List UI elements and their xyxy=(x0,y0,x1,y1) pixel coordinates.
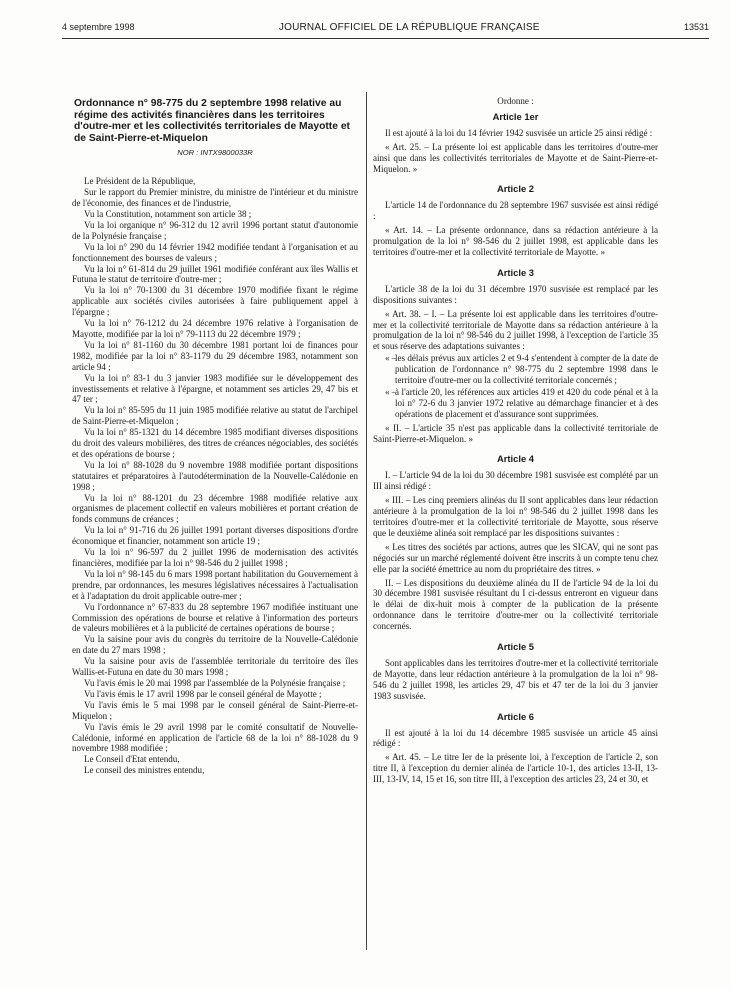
header-date: 4 septembre 1998 xyxy=(62,22,135,32)
column-separator xyxy=(366,92,367,950)
visa-paragraph: Vu la loi n° 85-595 du 11 juin 1985 modifiée relative au statut de l'archipel de Saint-Pierre-et-Miquelon ; xyxy=(72,405,358,427)
left-column xyxy=(72,98,358,776)
visa-paragraph: Vu la loi n° 76-1212 du 24 décembre 1976 relative à l'organisation de Mayotte, modifiée par la loi n° 79-1113 du 22 décembre 1979 ; xyxy=(72,318,358,339)
visa-paragraph: Vu la saisine pour avis du congrès du territoire de la Nouvelle-Calédonie en date du 27 mars 1998 ; xyxy=(72,634,358,656)
visa-paragraph: Vu la loi n° 81-1160 du 30 décembre 1981 portant loi de finances pour 1982, modifiée par la loi n° 83-1179 du 29 décembre 1983, notamment son article 94 ; xyxy=(72,339,358,372)
visa-paragraph: Vu la loi n° 88-1028 du 9 novembre 1988 modifiée portant dispositions statutaires et préparatoires à l'autodétermination de la Nouvelle-Calédonie en 1998 ; xyxy=(72,459,358,492)
bullet-marker: « – xyxy=(385,386,397,397)
article-6-intro: Il est ajouté à la loi du 14 décembre 1985 susvisée un article 45 ainsi rédigé : xyxy=(373,727,658,749)
visa-paragraph: Vu l'avis émis le 29 avril 1998 par le comité consultatif de Nouvelle-Calédonie, informé en application de l'article 68 de la loi n° 88-1028 du 9 novembre 1988 modifiée ; xyxy=(72,721,358,754)
article-2-intro: L'article 14 de l'ordonnance du 28 septembre 1967 susvisée est ainsi rédigé : xyxy=(373,200,658,222)
article-4-text: « III. – Les cinq premiers alinéas du II sont applicables dans leur rédaction antérieure à la promulgation de la loi n° 98-546 du 2 juillet 1998 dans les territoires d'outre-mer et la collectivité territoriale de Mayotte, sous réserve que le deuxième alinéa soit remplacé par les dispositions suivantes : xyxy=(373,495,658,538)
visa-paragraph: Vu la loi n° 70-1300 du 31 décembre 1970 modifiée fixant le régime applicable aux sociétés civiles autorisées à faire publiquement appel à l'épargne ; xyxy=(72,285,358,318)
article-4-heading: Article 4 xyxy=(497,453,534,465)
preamble-paragraph: Sur le rapport du Premier ministre, du ministre de l'intérieur et du ministre de l'économie, des finances et de l'industrie, xyxy=(72,187,358,209)
visa-paragraph: Vu l'avis émis le 17 avril 1998 par le conseil général de Mayotte ; xyxy=(84,688,322,699)
article-5-text: Sont applicables dans les territoires d'outre-mer et la collectivité territoriale de Mayotte, dans leur rédaction antérieure à la promulgation de la loi n° 98-546 du 2 juillet 1998, les articles 29, 47 bis et 47 ter de la loi du 3 janvier 1983 susvisée. xyxy=(373,657,658,701)
visa-paragraph: Vu la loi organique n° 96-312 du 12 avril 1996 portant statut d'autonomie de la Polynésie française ; xyxy=(72,219,358,241)
ordonne-heading: Ordonne : xyxy=(497,96,534,106)
article-1-text: « Art. 25. – La présente loi est applicable dans les territoires d'outre-mer ainsi que dans les collectivités territoriales de Mayotte et de Saint-Pierre-et-Miquelon. » xyxy=(373,141,658,174)
article-6-text: « Art. 45. – Le titre Ier de la présente loi, à l'exception de l'article 2, son titre II, à l'exception du dernier alinéa de l'article 10-1, des articles 13-II, 13-III, 13-IV, 14, 15 et 16, son titre III, à l'exception des articles 23, 24 et 30, et xyxy=(373,752,658,785)
article-4-text: « Les titres des sociétés par actions, autres que les SICAV, qui ne sont pas négociés sur un marché réglementé doivent être inscrits à un compte tenu chez elle par la société émettrice au nom du propriétaire des titres. » xyxy=(373,541,658,574)
article-4-intro: I. – L'article 94 de la loi du 30 décembre 1981 susvisée est complété par un III ainsi rédigé : xyxy=(373,470,658,492)
visa-paragraph: Le conseil des ministres entendu, xyxy=(84,765,205,776)
visa-paragraph: Vu l'ordonnance n° 67-833 du 28 septembre 1967 modifiée instituant une Commission des opérations de bourse et relative à l'information des porteurs de valeurs mobilières et à la publicité de certaines opérations de bourse ; xyxy=(72,601,358,634)
visa-paragraph: Vu la loi n° 83-1 du 3 janvier 1983 modifiée sur le développement des investissements et relative à l'épargne, et notamment ses articles 29, 47 bis et 47 ter ; xyxy=(72,372,358,405)
nor-reference: NOR : INTX9800033R xyxy=(177,148,253,158)
article-5-heading: Article 5 xyxy=(497,641,534,653)
visa-paragraph: Vu la loi n° 88-1201 du 23 décembre 1988 modifiée relative aux organismes de placement collectif en valeurs mobilières et portant création de fonds communs de créances ; xyxy=(72,492,358,525)
article-6-heading: Article 6 xyxy=(497,710,534,722)
right-column xyxy=(373,96,658,785)
preamble-paragraph: Le Président de la République, xyxy=(84,176,196,187)
visa-paragraph: Le Conseil d'Etat entendu, xyxy=(84,754,180,765)
visa-paragraph: Vu la loi n° 290 du 14 février 1942 modifiée tendant à l'organisation et au fonctionnement des bourses de valeurs ; xyxy=(72,241,358,263)
visa-paragraph: Vu la loi n° 96-597 du 2 juillet 1996 de modernisation des activités financières, modifiée par la loi n° 98-546 du 2 juillet 1998 ; xyxy=(72,547,358,568)
page-header xyxy=(62,20,709,34)
article-3-bullet xyxy=(373,387,658,420)
page-number: 13531 xyxy=(683,22,709,32)
journal-title: JOURNAL OFFICIEL DE LA RÉPUBLIQUE FRANÇAISE xyxy=(278,21,540,33)
bullet-marker: « – xyxy=(385,353,397,364)
article-3-text: « Art. 38. – I. – La présente loi est applicable dans les territoires d'outre-mer et la collectivité territoriale de Mayotte dans sa rédaction antérieure à la promulgation de la loi n° 98-546 du 2 juillet 1998, à l'exception de l'article 35 et sous réserve des adaptations suivantes : xyxy=(373,308,658,352)
visa-paragraph: Vu l'avis émis le 5 mai 1998 par le conseil général de Saint-Pierre-et-Miquelon ; xyxy=(72,699,358,721)
article-3-heading: Article 3 xyxy=(497,266,534,278)
article-3-text: « II. – L'article 35 n'est pas applicable dans la collectivité territoriale de Saint-Pierre-et-Miquelon. » xyxy=(373,422,658,444)
article-4-text: II. – Les dispositions du deuxième alinéa du II de l'article 94 de la loi du 30 décembre 1981 susvisée résultant du I ci-dessus entreront en vigueur dans le délai de dix-huit mois à compter de la publication de la présente ordonnance dans le territoire d'outre-mer ou la collectivité territoriale concernés. xyxy=(373,577,658,632)
visa-paragraph: Vu la saisine pour avis de l'assemblée territoriale du territoire des îles Wallis-et-Futuna en date du 30 mars 1998 ; xyxy=(72,656,358,678)
header-rule xyxy=(62,38,709,39)
visa-paragraph: Vu la Constitution, notamment son article 38 ; xyxy=(84,209,252,219)
article-1-intro: Il est ajouté à la loi du 14 février 1942 susvisée un article 25 ainsi rédigé : xyxy=(385,127,653,138)
article-1-heading: Article 1er xyxy=(492,110,539,122)
article-3-bullet xyxy=(373,353,658,386)
bullet-text: à l'article 20, les références aux articles 419 et 420 du code pénal et à la loi n° 72-6 du 3 janvier 1972 relative au démarchage financier et à des opérations de placement et d'assurance sont supprimées. xyxy=(395,386,658,419)
visa-paragraph: Vu l'avis émis le 20 mai 1998 par l'assemblée de la Polynésie française ; xyxy=(84,677,346,688)
article-3-intro: L'article 38 de la loi du 31 décembre 1970 susvisée est remplacé par les dispositions suivantes : xyxy=(373,283,658,305)
article-2-text: « Art. 14. – La présente ordonnance, dans sa rédaction antérieure à la promulgation de la loi n° 98-546 du 2 juillet 1998, est applicable dans les territoires d'outre-mer et la collectivité territoriale de Mayotte. » xyxy=(373,225,658,257)
visa-paragraph: Vu la loi n° 85-1321 du 14 décembre 1985 modifiant diverses dispositions du droit des valeurs mobilières, des titres de créances négociables, des sociétés et des opérations de bourse ; xyxy=(72,427,358,459)
visa-paragraph: Vu la loi n° 91-716 du 26 juillet 1991 portant diverses dispositions d'ordre économique et financier, notamment son article 19 ; xyxy=(72,525,358,547)
visa-paragraph: Vu la loi n° 98-145 du 6 mars 1998 portant habilitation du Gouvernement à prendre, par ordonnances, les mesures législatives nécessaires à l'actualisation et à l'adaptation du droit applicable outre-mer ; xyxy=(72,568,358,601)
article-2-heading: Article 2 xyxy=(497,183,534,195)
visa-paragraph: Vu la loi n° 61-814 du 29 juillet 1961 modifiée conférant aux îles Wallis et Futuna le statut de territoire d'outre-mer ; xyxy=(72,263,358,285)
bullet-text: les délais prévus aux articles 2 et 9-4 s'entendent à compter de la date de publication de l'ordonnance n° 98-775 du 2 septembre 1998 dans le territoire d'outre-mer ou la collectivité territoriale concernés ; xyxy=(395,353,658,386)
ordinance-title: Ordonnance n° 98-775 du 2 septembre 1998 relative au régime des activités financières dans les territoires d'outre-mer et les collectivités territoriales de Mayotte et de Saint-Pierre-et-Miquelon xyxy=(74,98,350,144)
